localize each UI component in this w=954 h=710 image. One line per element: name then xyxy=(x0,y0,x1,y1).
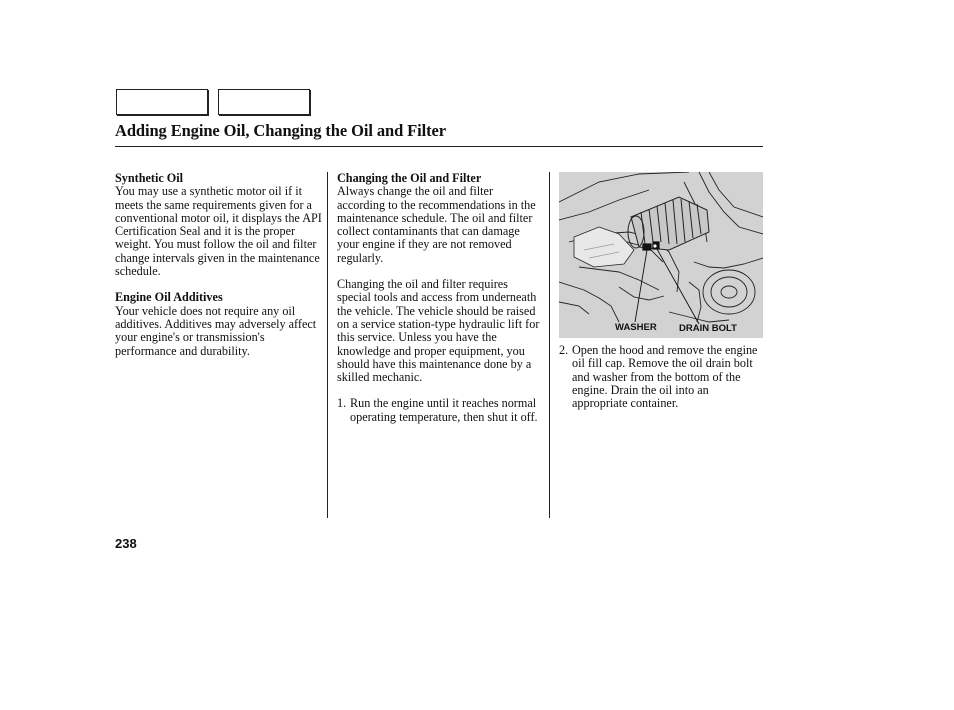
step-2-number: 2. xyxy=(559,343,569,357)
page-title: Adding Engine Oil, Changing the Oil and Filter xyxy=(115,121,446,140)
column-3 xyxy=(559,344,765,410)
changing-oil-para-2: Changing the oil and filter requires special tools and access from underneath the vehicle. The vehicle should be raised on a service station-type hydraulic lift for this service. Unless you have the knowledge and proper equipment, you should have this maintenance done by a skilled mechanic. xyxy=(337,277,540,385)
column-divider-2 xyxy=(549,172,550,518)
changing-oil-para-1: Always change the oil and filter according to the recommendations in the maintenance schedule. The oil and filter collect contaminants that can damage your engine if they are not removed regularly. xyxy=(337,184,536,265)
engine-oil-additives-body: Your vehicle does not require any oil additives. Additives may adversely affect your engine's or transmission's performance and durability. xyxy=(115,303,317,358)
step-2-text: Open the hood and remove the engine oil fill cap. Remove the oil drain bolt and washer from the bottom of the engine. Drain the oil into an appropriate container. xyxy=(572,343,758,411)
engine-oil-additives-heading: Engine Oil Additives xyxy=(115,290,223,305)
drain-bolt-label: DRAIN BOLT xyxy=(679,323,737,334)
column-2 xyxy=(337,172,543,424)
nav-tab-box-1[interactable] xyxy=(116,89,208,115)
drain-bolt-illustration xyxy=(559,172,763,338)
step-1-text: Run the engine until it reaches normal operating temperature, then shut it off. xyxy=(350,396,538,424)
column-1 xyxy=(115,172,323,358)
page-number: 238 xyxy=(115,536,137,551)
washer-label: WASHER xyxy=(615,322,657,333)
synthetic-oil-heading: Synthetic Oil xyxy=(115,171,184,185)
nav-tab-box-2[interactable] xyxy=(218,89,310,115)
synthetic-oil-body: You may use a synthetic motor oil if it meets the same requirements given for a conventional motor oil, it displays the API Certification Seal and it is the proper weight. You must follow the oil and filter change intervals given in the maintenance schedule. xyxy=(115,184,322,279)
engine-underside-drawing xyxy=(559,172,763,338)
step-1 xyxy=(337,397,543,424)
changing-oil-heading: Changing the Oil and Filter xyxy=(337,171,482,185)
column-divider-1 xyxy=(327,172,328,518)
step-1-number: 1. xyxy=(337,396,347,411)
step-2 xyxy=(559,344,765,410)
title-rule xyxy=(115,146,763,147)
